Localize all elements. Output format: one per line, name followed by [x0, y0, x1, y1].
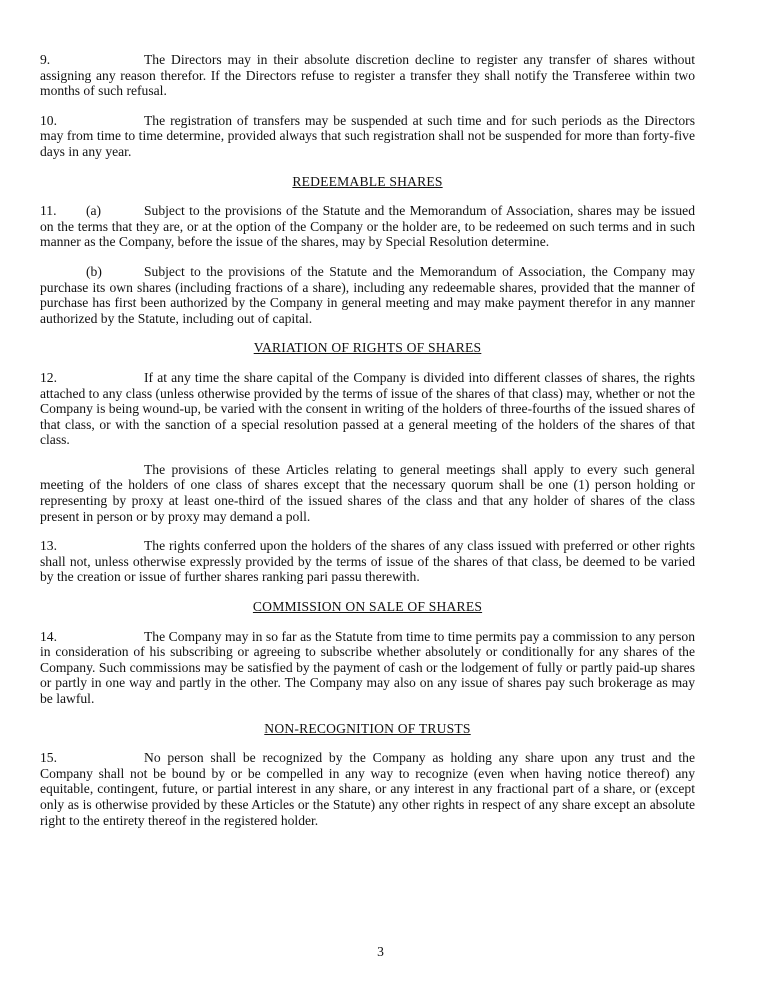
clause-12	[40, 370, 695, 448]
clause-text: The provisions of these Articles relating to general meetings shall apply to every such general meeting of the holders of one class of shares except that the necessary quorum shall be one (1) person holding or representing by proxy at least one-third of the issued shares of the class and that any holder of shares of the class present in person or by proxy may demand a poll.	[40, 461, 695, 524]
clause-sub-label: (a)	[86, 203, 102, 219]
clause-9	[40, 52, 695, 99]
clause-number: 10.	[40, 112, 57, 128]
clause-11b	[40, 264, 695, 326]
section-heading-commission-on-sale: COMMISSION ON SALE OF SHARES	[252, 599, 483, 615]
clause-13	[40, 538, 695, 585]
clause-number: 14.	[40, 628, 57, 644]
clause-number: 9.	[40, 52, 51, 67]
clause-10	[40, 113, 695, 160]
clause-text: If at any time the share capital of the Company is divided into different classes of shares, the rights attached to any class (unless otherwise provided by the terms of issue of the shares of that class) may, whether or not the Company is being wound-up, be varied with the consent in writing of the holders of three-fourths of the issued shares of that class, or with the sanction of a special resolution passed at a general meeting of the holders of the shares of that class.	[40, 369, 695, 448]
clause-text: The registration of transfers may be suspended at such time and for such periods as the Directors may from time to time determine, provided always that such registration shall not be suspended for more than forty-five days in any year.	[40, 112, 695, 159]
clause-text: No person shall be recognized by the Company as holding any share upon any trust and the Company shall not be bound by or be compelled in any way to recognize (even when having notice thereof) any equitable, contingent, future, or partial interest in any share, or any interest in any fractional part of a share, or (except only as is otherwise provided by these Articles or the Statute) any other rights in respect of any share except an absolute right to the entirety thereof in the registered holder.	[40, 750, 695, 828]
page-number: 3	[377, 944, 384, 959]
clause-number: 12.	[40, 369, 57, 385]
clause-text: The Company may in so far as the Statute from time to time permits pay a commission to any person in consideration of his subscribing or agreeing to subscribe whether absolutely or conditionally for any shares of the Company. Such commissions may be satisfied by the payment of cash or the lodgement of fully or partly paid-up shares or partly in one way and partly in the other. The Company may also on any issue of shares pay such brokerage as may be lawful.	[40, 628, 695, 706]
clause-11a	[40, 203, 695, 250]
clause-text: Subject to the provisions of the Statute and the Memorandum of Association, the Company may purchase its own shares (including fractions of a share), including any redeemable shares, provided that the manner of purchase has first been authorized by the Company in general meeting and may make payment therefor in any manner authorized by the Statute, including out of capital.	[40, 263, 695, 326]
clause-15	[40, 750, 695, 828]
clause-text: Subject to the provisions of the Statute and the Memorandum of Association, shares may be issued on the terms that they are, or at the option of the Company or the holder are, to be redeemed on such terms and in such manner as the Company, before the issue of the shares, may by Special Resolution determine.	[40, 203, 695, 250]
clause-number: 11.	[40, 203, 57, 219]
clause-14	[40, 629, 695, 707]
clause-12-continued	[40, 462, 695, 524]
section-heading-non-recognition-of-trusts: NON-RECOGNITION OF TRUSTS	[264, 720, 471, 736]
section-heading-redeemable-shares: REDEEMABLE SHARES	[292, 173, 443, 189]
clause-number: 15.	[40, 750, 57, 766]
clause-text: The Directors may in their absolute discretion decline to register any transfer of shares without assigning any reason therefor. If the Directors refuse to register a transfer they shall notify the Transferee within two months of such refusal.	[40, 52, 695, 99]
clause-number: 13.	[40, 538, 57, 554]
clause-text: The rights conferred upon the holders of the shares of any class issued with preferred or other rights shall not, unless otherwise expressly provided by the terms of issue of the shares of that class, be deemed to be varied by the creation or issue of further shares ranking pari passu therewith.	[40, 538, 695, 585]
clause-sub-label: (b)	[86, 263, 102, 279]
section-heading-variation-of-rights: VARIATION OF RIGHTS OF SHARES	[253, 340, 482, 356]
